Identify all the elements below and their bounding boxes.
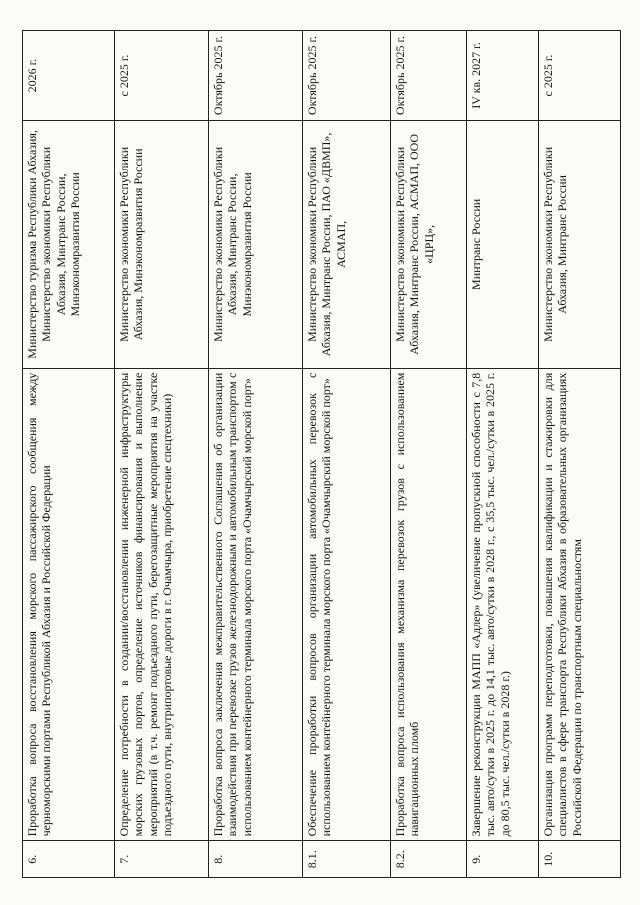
executors-cell: Министерство экономики Республики Абхазия, Минтранс России, ПАО «ДВМП», АСМАП, [303, 121, 391, 369]
term-cell: с 2025 г. [539, 31, 621, 121]
executors-cell: Министерство экономики Республики Абхазия, Минтранс России, АСМАП, ООО «ЦРЦ», [391, 121, 467, 369]
row-number: 6. [23, 841, 115, 878]
executors-cell: Министерство экономики Республики Абхазия, Минтранс России, Минэкономразвития России [209, 121, 303, 369]
executors-cell: Минтранс России [467, 121, 539, 369]
row-number: 8.1. [303, 841, 391, 878]
rotated-table-wrapper [22, 30, 620, 878]
table-row [209, 31, 303, 878]
executors-cell: Министерство экономики Республики Абхазия, Минэкономразвития России [115, 121, 209, 369]
row-number: 9. [467, 841, 539, 878]
executors-cell: Министерство туризма Республики Абхазия, Министерство экономики Республики Абхазия, Минтранс России, Минэкономразвития России [23, 121, 115, 369]
table-row [303, 31, 391, 878]
task-cell: Определение потребности в создании/восстановлении инженерной инфраструктуры морских грузовых портов, определение источников финансирования и выполнение мероприятий (в т.ч. ремонт подъездного пути, берегозащитные мероприятия на участке подъездного пути, внутрипортовые дороги в г. Очамчыра, приобретение спецтехники) [115, 368, 209, 841]
term-cell: 2026 г. [23, 31, 115, 121]
term-cell: Октябрь 2025 г. [303, 31, 391, 121]
table-row [115, 31, 209, 878]
measures-table [22, 30, 621, 878]
table-row [467, 31, 539, 878]
term-cell: Октябрь 2025 г. [209, 31, 303, 121]
row-number: 8. [209, 841, 303, 878]
term-cell: IV кв. 2027 г. [467, 31, 539, 121]
table-row [23, 31, 115, 878]
task-cell: Проработка вопроса заключения межправительственного Соглашения об организации взаимодействия при перевозке грузов железнодорожным и автомобильным транспортом с использованием контейнерного терминала морского порта «Очамчырский морской порт» [209, 368, 303, 841]
task-cell: Обеспечение проработки вопросов организации автомобильных перевозок с использованием контейнерного терминала морского порта «Очамчырский морской порт» [303, 368, 391, 841]
task-cell: Проработка вопроса восстановления морского пассажирского сообщения между черноморскими портами Республикой Абхазия и Российской Федерации [23, 368, 115, 841]
table-row [391, 31, 467, 878]
task-cell: Проработка вопроса использования механизма перевозок грузов с использованием навигационных пломб [391, 368, 467, 841]
table-row [539, 31, 621, 878]
term-cell: Октябрь 2025 г. [391, 31, 467, 121]
row-number: 7. [115, 841, 209, 878]
task-cell: Организация программ переподготовки, повышения квалификации и стажировки для специалистов в сфере транспорта Республики Абхазия в образовательных организациях Российской Федерации по транспортным специальностям [539, 368, 621, 841]
term-cell: с 2025 г. [115, 31, 209, 121]
executors-cell: Министерство экономики Республики Абхазия, Минтранс России [539, 121, 621, 369]
row-number: 10. [539, 841, 621, 878]
task-cell: Завершение реконструкции МАПП «Адлер» (увеличение пропускной способности с 7,8 тыс. авто/сутки в 2025 г. до 14,1 тыс. авто/сутки в 2028 г., с 35,5 тыс. чел./сутки в 2025 г. до 80,5 тыс. чел./сутки в 2028 г.) [467, 368, 539, 841]
row-number: 8.2. [391, 841, 467, 878]
